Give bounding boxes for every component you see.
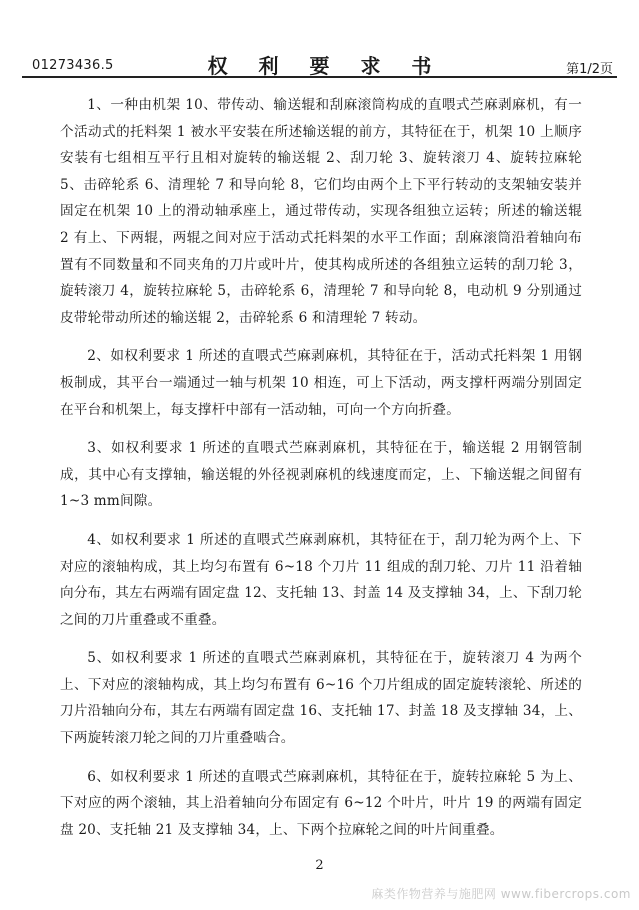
- claim-3: 3、如权利要求 1 所述的直喂式苎麻剥麻机，其特征在于，输送辊 2 用钢管制成，其中心有支撑轴，输送辊的外径视剥麻机的线速度而定，上、下输送辊之间留有 1~3 mm间隙。: [60, 440, 582, 510]
- page-indicator: 第1/2页: [566, 62, 613, 77]
- claim-2: 2、如权利要求 1 所述的直喂式苎麻剥麻机，其特征在于，活动式托料架 1 用钢板制成，其平台一端通过一轴与机架 10 相连，可上下活动，两支撑杆两端分别固定在平台和机架上，每支撑杆中部有一活动轴，可向一个方向折叠。: [60, 348, 582, 418]
- footer-page-number: 2: [315, 858, 324, 873]
- claim-5: 5、如权利要求 1 所述的直喂式苎麻剥麻机，其特征在于，旋转滚刀 4 为两个上、下对应的滚轴构成，其上均匀布置有 6~16 个刀片组成的固定旋转滚轮、所述的刀片沿轴向分布，其左右两端有固定盘 16、支托轴 17、封盖 18 及支撑轴 34，上、下两旋转滚刀轮之间的刀片重叠啮合。: [60, 650, 582, 747]
- claim-6: 6、如权利要求 1 所述的直喂式苎麻剥麻机，其特征在于，旋转拉麻轮 5 为上、下对应的两个滚轴，其上沿着轴向分布固定有 6~12 个叶片，叶片 19 的两端有固定盘 20、支托轴 21 及支撑轴 34，上、下两个拉麻轮之间的叶片间重叠。: [60, 768, 582, 838]
- claims-body: [60, 92, 582, 855]
- site-watermark: 麻类作物营养与施肥网 www.fibercrops.com: [371, 887, 631, 901]
- claim-4: 4、如权利要求 1 所述的直喂式苎麻剥麻机，其特征在于，刮刀轮为两个上、下对应的滚轴构成，其上均匀布置有 6~18 个刀片 11 组成的刮刀轮、刀片 11 沿着轴向分布，其左右两端有固定盘 12、支托轴 13、封盖 14 及支撑轴 34，上、下刮刀轮之间的刀片重叠或不重叠。: [60, 531, 582, 628]
- document-title: 权 利 要 求 书: [207, 54, 444, 78]
- application-number: 01273436.5: [32, 58, 114, 73]
- claim-1: 1、一种由机架 10、带传动、输送辊和刮麻滚筒构成的直喂式苎麻剥麻机，有一个活动式的托料架 1 被水平安装在所述输送辊的前方，其特征在于，机架 10 上顺序安装有七组相互平行且相对旋转的输送辊 2、刮刀轮 3、旋转滚刀 4、旋转拉麻轮 5、击碎轮系 6、清理轮 7 和导向轮 8，它们均由两个上下平行转动的支架轴安装并固定在机架 10 上的滑动轴承座上，通过带传动，实现各组独立运转；所述的输送辊 2 有上、下两辊，两辊之间对应于活动式托料架的水平工作面；刮麻滚筒沿着轴向布置有不同数量和不同夹角的刀片或叶片，使其构成所述的各组独立运转的刮刀轮 3，旋转滚刀 4，旋转拉麻轮 5，击碎轮系 6，清理轮 7 和导向轮 8，电动机 9 分别通过皮带轮带动所述的输送辊 2，击碎轮系 6 和清理轮 7 转动。: [60, 97, 582, 326]
- document-header: [22, 44, 617, 78]
- header-rule: [22, 76, 617, 78]
